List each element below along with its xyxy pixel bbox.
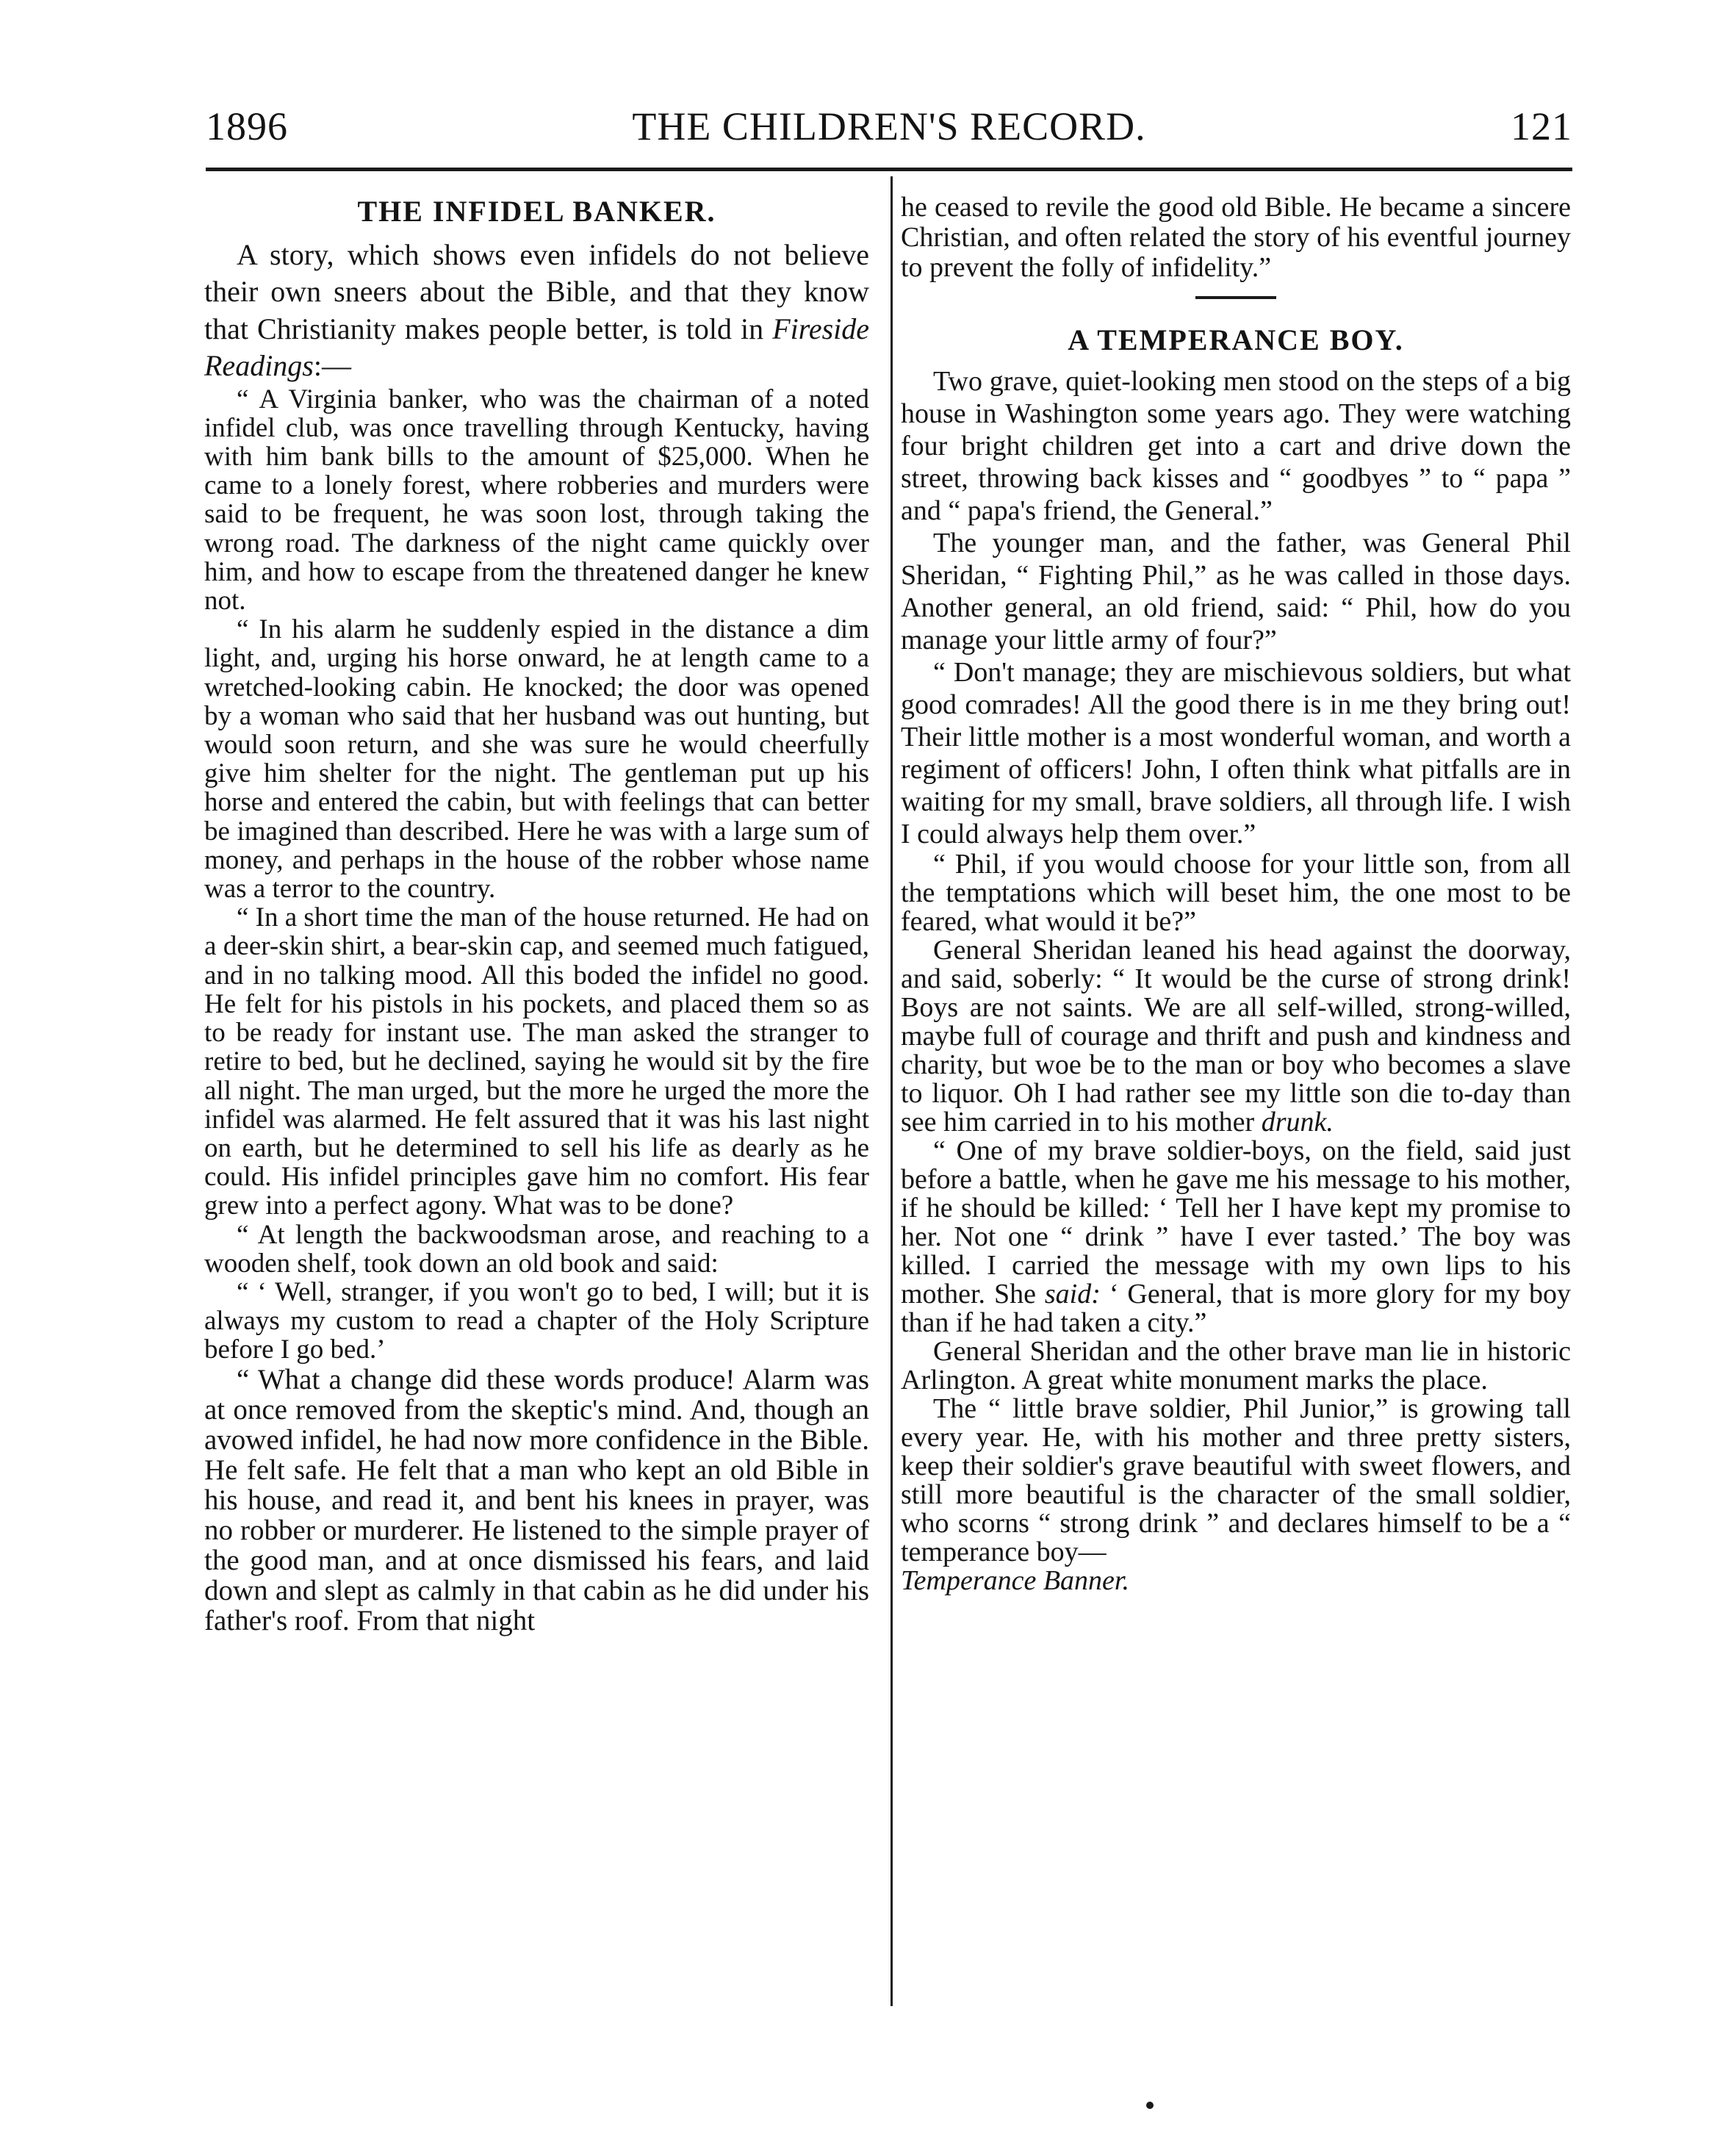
right-column bbox=[901, 193, 1571, 1595]
story-paragraph: “ Don't manage; they are mischievous soldiers, but what good comrades! All the good there is in me they bring out! Their little mother is a most wonderful woman, and worth a regiment of officers! John, I often think what pitfalls are in waiting for my small, brave soldiers, all through life. I wish I could always help them over.” bbox=[901, 657, 1571, 849]
story-paragraph: “ In a short time the man of the house returned. He had on a deer-skin shirt, a bear-skin cap, and seemed much fatigued, and in no talking mood. All this boded the infidel no good. He felt for his pistols in his pockets, and placed them so as to be ready for instant use. The man asked the stranger to retire to bed, but he declined, saying he would sit by the fire all night. The man urged, but the more he urged the more the infidel was alarmed. He felt assured that it was his last night on earth, but he determined to sell his life as dearly as he could. His infidel principles gave him no comfort. His fear grew into a perfect agony. What was to be done? bbox=[204, 902, 870, 1221]
story-paragraph: Two grave, quiet-looking men stood on the steps of a big house in Washington some years ago. They were watching four bright children get into a cart and drive down the street, throwing back kisses and “ goodbyes ” to “ papa ” and “ papa's friend, the General.” bbox=[901, 366, 1571, 526]
running-header bbox=[206, 97, 1572, 156]
section-divider bbox=[1195, 296, 1276, 299]
header-page-number: 121 bbox=[1511, 104, 1572, 148]
story-paragraph: “ A Virginia banker, who was the chairman of a noted infidel club, was once travelling through Kentucky, having with him bank bills to the amount of $25,000. When he came to a lonely forest, where robberies and murders were said to be frequent, he was soon lost, through taking the wrong road. The darkness of the night came quickly over him, and how to escape from the threatened danger he knew not. bbox=[204, 384, 869, 617]
print-speck bbox=[1146, 2102, 1154, 2109]
intro-paragraph bbox=[204, 237, 869, 385]
story-paragraph: General Sheridan and the other brave man lie in historic Arlington. A great white monument marks the place. bbox=[901, 1336, 1571, 1395]
column-divider bbox=[891, 176, 893, 2006]
left-column bbox=[204, 193, 869, 1636]
story-paragraph: “ At length the backwoodsman arose, and reaching to a wooden shelf, took down an old book and said: bbox=[204, 1219, 869, 1279]
intro-end: :— bbox=[313, 349, 351, 383]
story-paragraph: “ ‘ Well, stranger, if you won't go to bed, I will; but it is always my custom to read a chapter of the Holy Scripture before I go bed.’ bbox=[204, 1276, 869, 1365]
closing-source: Temperance Banner. bbox=[901, 1565, 1129, 1596]
article-heading-temperance-boy: A TEMPERANCE BOY. bbox=[1068, 323, 1404, 356]
header-year: 1896 bbox=[206, 104, 288, 148]
intro-text: A story, which shows even infidels do not believe their own sneers about the Bible, and that they know that Christianity makes people better, is told in bbox=[204, 238, 869, 345]
story-paragraph: The “ little brave soldier, Phil Junior,” is growing tall every year. He, with his mother and three pretty sisters, keep their soldier's grave beautiful with sweet flowers, and still more beautiful is the character of the small soldier, who scorns “ strong drink ” and declares himself to be a “ temperance boy— bbox=[901, 1393, 1571, 1567]
story-paragraph bbox=[901, 936, 1571, 1137]
story-paragraph: “ Phil, if you would choose for your little son, from all the temptations which will beset him, the one most to be feared, what would it be?” bbox=[901, 849, 1571, 937]
source-title: Fireside Readings bbox=[204, 312, 870, 383]
story-paragraph: “ In his alarm he suddenly espied in the distance a dim light, and, urging his horse onward, he at length came to a wretched-looking cabin. He knocked; the door was opened by a woman who said that her husband was out hunting, but would soon return, and she was sure he would cheerfully give him shelter for the night. The gentleman put up his horse and entered the cabin, but with feelings that can better be imagined than described. Here he was with a large sum of money, and perhaps in the house of the robber whose name was a terror to the country. bbox=[204, 614, 869, 905]
said-emphasis: said: bbox=[1044, 1279, 1101, 1309]
story-paragraph: The younger man, and the father, was General Phil Sheridan, “ Fighting Phil,” as he was called in those days. Another general, an old friend, said: “ Phil, how do you manage your little army of four?” bbox=[901, 528, 1571, 655]
drunk-emphasis: drunk. bbox=[1261, 1107, 1334, 1138]
soldier-boy-text: “ One of my brave soldier-boys, on the field, said just before a battle, when he gave me his message to his mother, if he should be killed: ‘ Tell her I have kept my promise to her. Not one “ drink ” have I ever tasted.’ The boy was killed. I carried the message with my own lips to his mother. She bbox=[901, 1135, 1571, 1309]
closing-source-line bbox=[901, 1567, 1571, 1595]
story-paragraph bbox=[901, 1137, 1571, 1337]
glory-quote: ‘ General, that is more glory for my boy than if he had taken a city.” bbox=[901, 1279, 1572, 1338]
header-title: THE CHILDREN'S RECORD. bbox=[632, 104, 1146, 148]
header-rule bbox=[206, 168, 1572, 171]
article-heading-infidel-banker: THE INFIDEL BANKER. bbox=[357, 195, 716, 228]
continuation-paragraph: he ceased to revile the good old Bible. He became a sincere Christian, and often related the story of his eventful journey to prevent the folly of infidelity.” bbox=[901, 192, 1571, 283]
story-paragraph: “ What a change did these words produce! Alarm was at once removed from the skeptic's mind. And, though an avowed infidel, he had now more confidence in the Bible. He felt safe. He felt that a man who kept an old Bible in his house, and read it, and bent his knees in prayer, was no robber or murderer. He listened to the simple prayer of the good man, and at once dismissed his fears, and laid down and slept as calmly in that cabin as he did under his father's roof. From that night bbox=[204, 1363, 869, 1636]
sheridan-quote: General Sheridan leaned his head against the doorway, and said, soberly: “ It would be the curse of strong drink! Boys are not saints. We are all self-willed, strong-willed, maybe full of courage and thrift and push and kindness and charity, but woe be to the man or boy who becomes a slave to liquor. Oh I had rather see my little son die to-day than see him carried in to his mother bbox=[901, 935, 1571, 1138]
